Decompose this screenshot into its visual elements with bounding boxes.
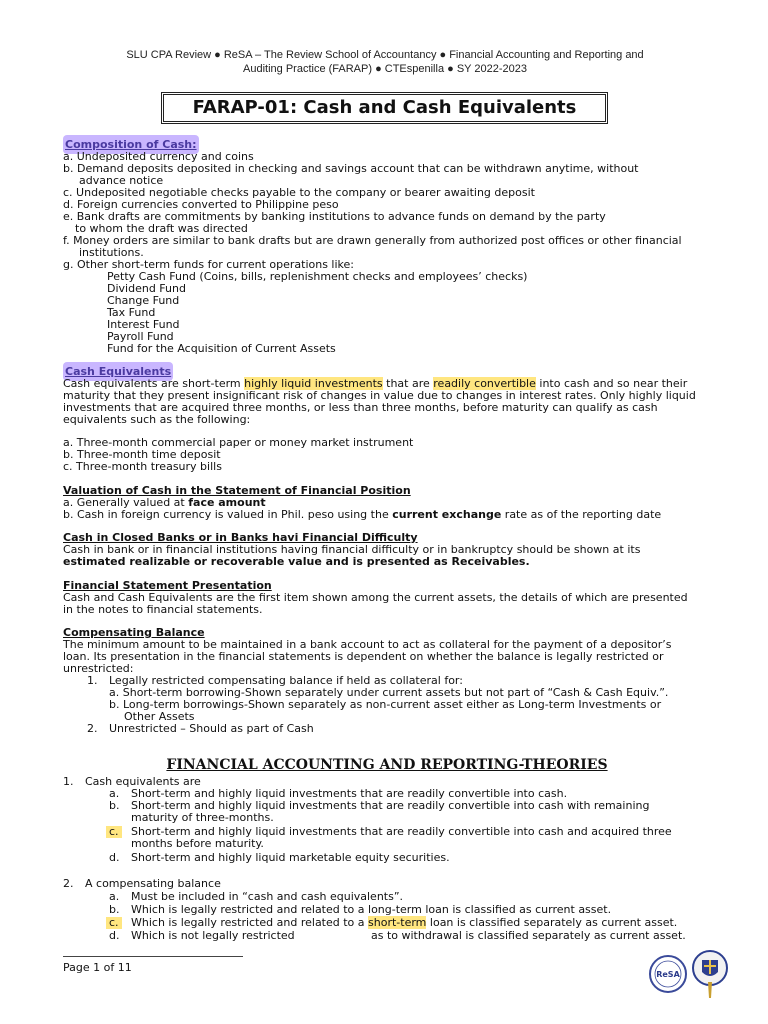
equivalents-paragraph-line-3: investments that are acquired three months, or less than three months, before maturity can qualify as cash [63, 401, 658, 414]
resa-logo-text: ReSA [656, 970, 680, 979]
closed-banks-line-1: Cash in bank or in financial institutions having financial difficulty or in bankruptcy should be shown at its [63, 543, 641, 556]
text-run: loan is classified separately as current asset. [426, 916, 678, 929]
compensating-heading: Compensating Balance [63, 626, 205, 639]
header-line-2: Auditing Practice (FARAP) ● CTEspenilla ● SY 2022-2023 [243, 63, 527, 75]
text-run: Cash equivalents are short-term [63, 377, 245, 390]
equivalents-item-a: a. Three-month commercial paper or money market instrument [63, 436, 414, 449]
compensating-item-2: Unrestricted – Should as part of Cash [109, 722, 314, 735]
footer-logos [648, 948, 730, 1000]
text-run: Which is legally restricted and related to a [131, 916, 369, 929]
fund-item: Petty Cash Fund (Coins, bills, replenishment checks and employees’ checks) [107, 270, 528, 283]
compensating-line-3: unrestricted: [63, 662, 134, 675]
q1-option-b-cont: maturity of three-months. [131, 811, 274, 824]
document-title-box [161, 92, 608, 124]
valuation-item-b [63, 509, 661, 521]
question-1-stem: Cash equivalents are [85, 775, 201, 788]
option-letter: d. [109, 851, 120, 864]
question-number: 2. [63, 877, 74, 890]
header-line-1: SLU CPA Review ● ReSA – The Review School of Accountancy ● Financial Accounting and Reporting and [126, 49, 644, 61]
q2-option-c [131, 917, 677, 929]
bold-run: face amount [188, 496, 266, 509]
option-letter: a. [109, 787, 120, 800]
list-number: 1. [87, 674, 98, 687]
slu-seal-icon [690, 948, 730, 1000]
text-run: b. Cash in foreign currency is valued in Phil. peso using the [63, 508, 393, 521]
equivalents-paragraph-line-2: maturity that they present insignificant risk of changes in value due to changes in interest rates. Only highly liquid [63, 389, 696, 402]
q2-option-d-part-1: Which is not legally restricted [131, 929, 295, 942]
text-run: rate as of the reporting date [501, 508, 662, 521]
composition-item-a: a. Undeposited currency and coins [63, 150, 254, 163]
composition-item-e-cont: to whom the draft was directed [75, 222, 248, 235]
q1-option-c: Short-term and highly liquid investments that are readily convertible into cash and acquired three [131, 825, 672, 838]
composition-item-c: c. Undeposited negotiable checks payable to the company or bearer awaiting deposit [63, 186, 535, 199]
composition-item-f: f. Money orders are similar to bank drafts but are drawn generally from authorized post offices or other financial [63, 234, 682, 247]
bold-run: current exchange [392, 508, 502, 521]
composition-item-g: g. Other short-term funds for current operations like: [63, 258, 354, 271]
list-number: 2. [87, 722, 98, 735]
highlight-highly-liquid: highly liquid investments [244, 377, 383, 390]
compensating-item-1b: b. Long-term borrowings-Shown separately as non-current asset either as Long-term Investments or [109, 698, 662, 711]
question-number: 1. [63, 775, 74, 788]
option-letter: b. [109, 903, 120, 916]
running-header [40, 48, 730, 76]
equivalents-heading: Cash Equivalents [63, 362, 173, 381]
q1-option-d: Short-term and highly liquid marketable equity securities. [131, 851, 450, 864]
q1-option-c-cont: months before maturity. [131, 837, 264, 850]
theories-heading: FINANCIAL ACCOUNTING AND REPORTING-THEORIES [166, 757, 608, 773]
q2-option-a: Must be included in “cash and cash equivalents”. [131, 890, 404, 903]
q1-option-b: Short-term and highly liquid investments that are readily convertible into cash with remaining [131, 799, 650, 812]
option-letter-highlighted: c. [106, 917, 122, 929]
highlight-readily-convertible: readily convertible [433, 377, 536, 390]
compensating-item-1: Legally restricted compensating balance if held as collateral for: [109, 674, 463, 687]
equivalents-item-b: b. Three-month time deposit [63, 448, 221, 461]
fund-item: Fund for the Acquisition of Current Assets [107, 342, 336, 355]
composition-item-f-cont: institutions. [79, 246, 144, 259]
option-letter-highlighted: c. [106, 826, 122, 838]
composition-item-d: d. Foreign currencies converted to Philippine peso [63, 198, 339, 211]
composition-item-e: e. Bank drafts are commitments by banking institutions to advance funds on demand by the party [63, 210, 606, 223]
compensating-line-2: loan. Its presentation in the financial statements is dependent on whether the balance is legally restricted or [63, 650, 664, 663]
composition-item-b: b. Demand deposits deposited in checking and savings account that can be withdrawn anytime, without [63, 162, 639, 175]
valuation-heading: Valuation of Cash in the Statement of Financial Position [63, 484, 411, 497]
fund-item: Tax Fund [107, 306, 156, 319]
highlight-short-term: short-term [368, 916, 427, 929]
document-title: FARAP-01: Cash and Cash Equivalents [192, 97, 577, 118]
footer-rule [63, 956, 243, 957]
equivalents-paragraph-line-4: equivalents such as the following: [63, 413, 251, 426]
compensating-line-1: The minimum amount to be maintained in a bank account to act as collateral for the payment of a depositor’s [63, 638, 672, 651]
option-letter: d. [109, 929, 120, 942]
question-2-stem: A compensating balance [85, 877, 221, 890]
closed-banks-line-2: estimated realizable or recoverable value and is presented as Receivables. [63, 555, 530, 568]
fund-item: Interest Fund [107, 318, 180, 331]
fund-item: Change Fund [107, 294, 180, 307]
option-letter: a. [109, 890, 120, 903]
compensating-item-1b-cont: Other Assets [124, 710, 195, 723]
equivalents-item-c: c. Three-month treasury bills [63, 460, 222, 473]
q2-option-d-part-2: as to withdrawal is classified separately as current asset. [371, 929, 686, 942]
composition-item-b-cont: advance notice [79, 174, 164, 187]
q2-option-b: Which is legally restricted and related to a long-term loan is classified as current asset. [131, 903, 612, 916]
fund-item: Payroll Fund [107, 330, 174, 343]
text-run: a. Generally valued at [63, 496, 189, 509]
q1-option-a: Short-term and highly liquid investments that are readily convertible into cash. [131, 787, 568, 800]
fsp-line-1: Cash and Cash Equivalents are the first item shown among the current assets, the details of which are presented [63, 591, 688, 604]
fsp-line-2: in the notes to financial statements. [63, 603, 263, 616]
text-run: into cash and so near their [535, 377, 688, 390]
page-number: Page 1 of 11 [63, 961, 132, 974]
composition-heading: Composition of Cash: [63, 135, 199, 154]
closed-banks-heading: Cash in Closed Banks or in Banks havi Financial Difficulty [63, 531, 418, 544]
fund-item: Dividend Fund [107, 282, 186, 295]
compensating-item-1a: a. Short-term borrowing-Shown separately under current assets but not part of “Cash & Cash Equiv.”. [109, 686, 669, 699]
text-run: that are [382, 377, 434, 390]
fsp-heading: Financial Statement Presentation [63, 579, 272, 592]
option-letter: b. [109, 799, 120, 812]
